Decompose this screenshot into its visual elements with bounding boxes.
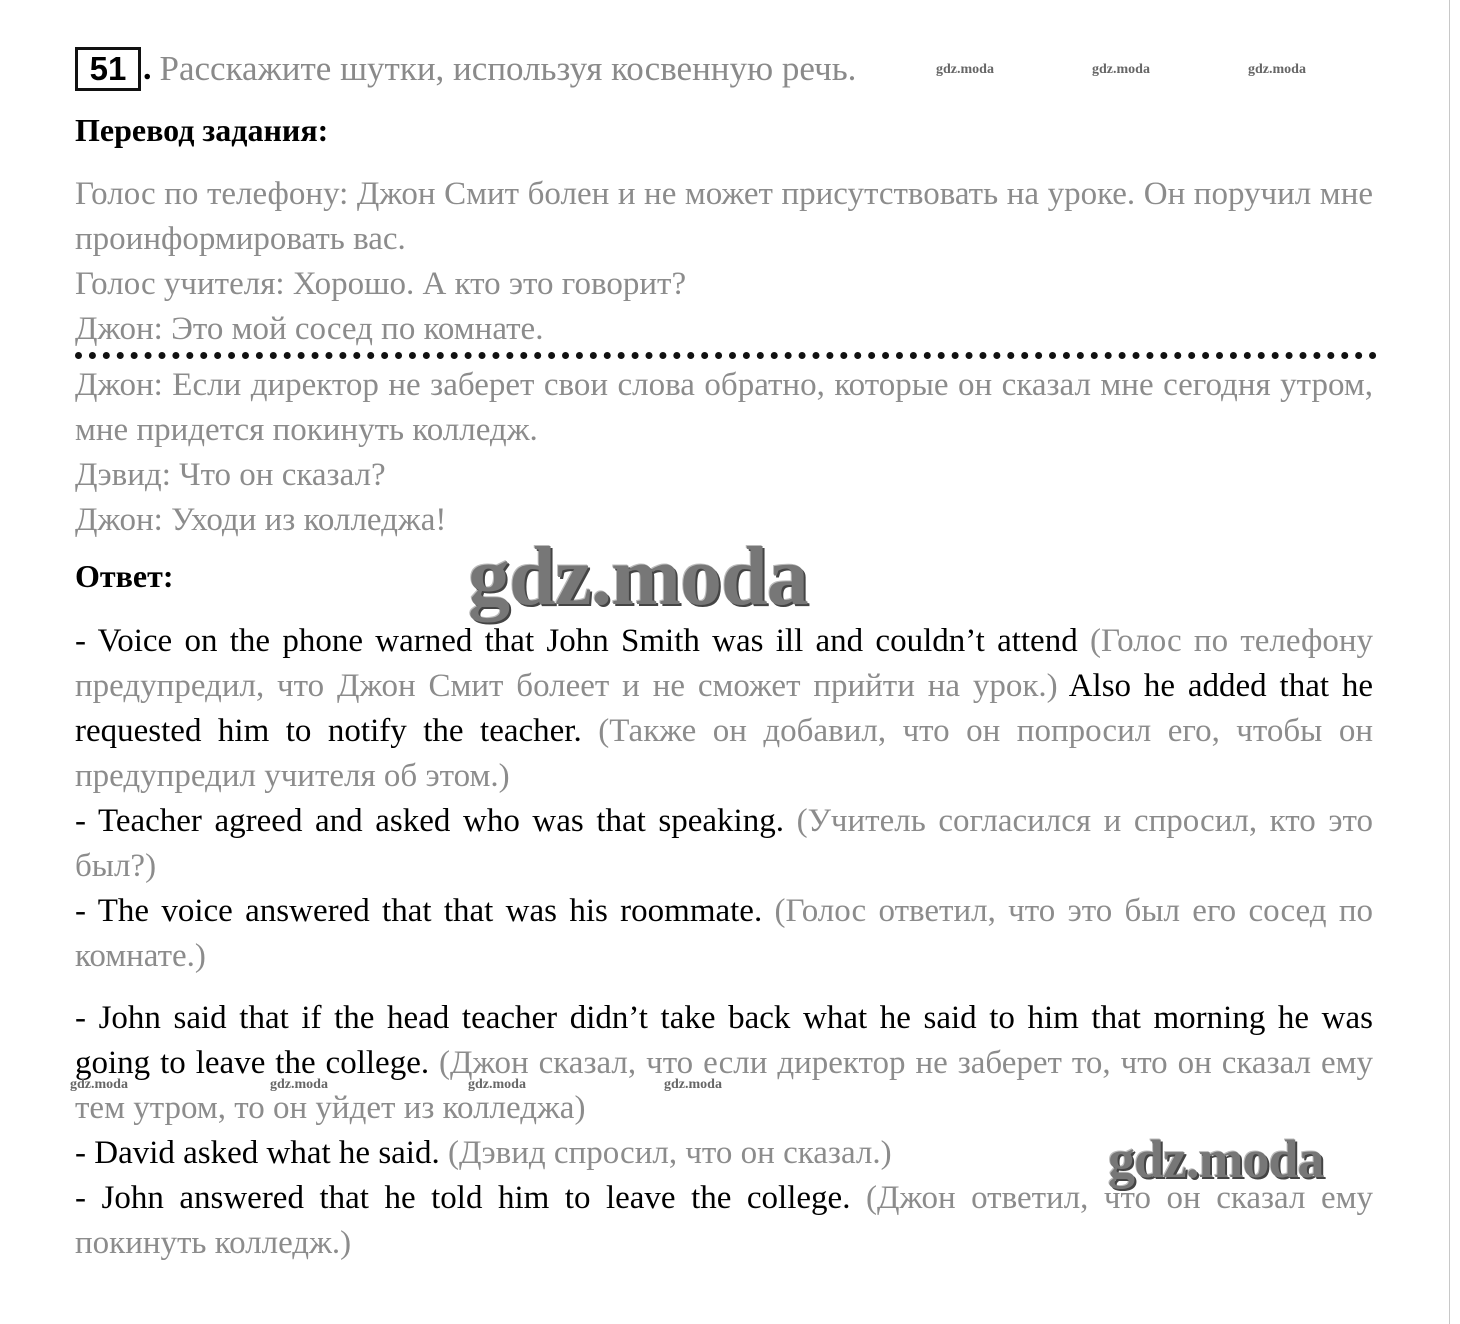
watermark-small: gdz.moda bbox=[936, 62, 994, 77]
answer-paragraph bbox=[75, 619, 1373, 799]
watermark-small: gdz.moda bbox=[664, 1077, 722, 1092]
answer-ru: (Джон сказал, что если директор не заберет то, что он сказал ему тем утром, то он уйдет из колледжа) bbox=[75, 1045, 1373, 1126]
answer-paragraph bbox=[75, 799, 1373, 889]
joke1-line: Голос по телефону: Джон Смит болен и не может присутствовать на уроке. Он поручил мне проинформировать вас. bbox=[75, 176, 1373, 257]
joke1-translation bbox=[75, 172, 1373, 352]
joke2-line: Джон: Если директор не заберет свои слова обратно, которые он сказал мне сегодня утром, мне придется покинуть колледж. bbox=[75, 367, 1373, 448]
joke1-line: Джон: Это мой сосед по комнате. bbox=[75, 311, 544, 347]
answer-en: - Teacher agreed and asked who was that speaking. bbox=[75, 803, 784, 839]
watermark-small: gdz.moda bbox=[270, 1077, 328, 1092]
watermark-small: gdz.moda bbox=[1248, 62, 1306, 77]
answer-ru: (Джон ответил, что он сказал ему покинуть колледж.) bbox=[75, 1180, 1373, 1261]
answer-ru: (Учитель согласился и спросил, кто это был?) bbox=[75, 803, 1374, 884]
answer-ru: (Также он добавил, что он попросил его, чтобы он предупредил учителя об этом.) bbox=[75, 713, 1374, 794]
answer-ru: (Дэвид спросил, что он сказал.) bbox=[439, 1135, 892, 1171]
translation-heading: Перевод задания: bbox=[75, 112, 329, 148]
answer-en: - John said that if the head teacher didn’t take back what he said to him that morning he was going to leave the college. bbox=[75, 1000, 1373, 1081]
answer-paragraph bbox=[75, 889, 1373, 979]
joke2-translation bbox=[75, 363, 1373, 543]
watermark-small: gdz.moda bbox=[468, 1077, 526, 1092]
answer-label: Ответ: bbox=[75, 558, 174, 594]
answer-en: - David asked what he said. bbox=[75, 1135, 440, 1171]
watermark-large: gdz.moda bbox=[468, 530, 808, 623]
answer-joke1 bbox=[75, 619, 1373, 979]
task-number-box bbox=[75, 47, 141, 91]
task-number-dot: . bbox=[143, 50, 152, 87]
watermark-small: gdz.moda bbox=[1092, 62, 1150, 77]
dotted-separator bbox=[75, 352, 1377, 359]
joke2-line: Джон: Уходи из колледжа! bbox=[75, 502, 447, 538]
answer-en: Also he added that he requested him to notify the teacher. bbox=[75, 668, 1373, 749]
answer-ru: (Голос по телефону предупредил, что Джон Смит болеет и не сможет прийти на урок.) bbox=[75, 623, 1373, 704]
answer-en: - John answered that he told him to leave the college. bbox=[75, 1180, 851, 1216]
answer-ru: (Голос ответил, что это был его сосед по комнате.) bbox=[75, 893, 1373, 974]
answer-paragraph bbox=[75, 996, 1373, 1131]
answer-en: - The voice answered that that was his roommate. bbox=[75, 893, 763, 929]
task-header bbox=[75, 44, 856, 94]
task-instruction: Расскажите шутки, используя косвенную речь. bbox=[159, 49, 857, 88]
watermark-large: gdz.moda bbox=[1108, 1129, 1324, 1189]
watermark-small: gdz.moda bbox=[70, 1077, 128, 1092]
answer-en: - Voice on the phone warned that John Smith was ill and couldn’t attend bbox=[75, 623, 1078, 659]
joke2-line: Дэвид: Что он сказал? bbox=[75, 457, 386, 493]
task-number: 51 bbox=[89, 50, 127, 87]
joke1-line: Голос учителя: Хорошо. А кто это говорит? bbox=[75, 266, 687, 302]
page-edge-line bbox=[1449, 0, 1450, 1324]
